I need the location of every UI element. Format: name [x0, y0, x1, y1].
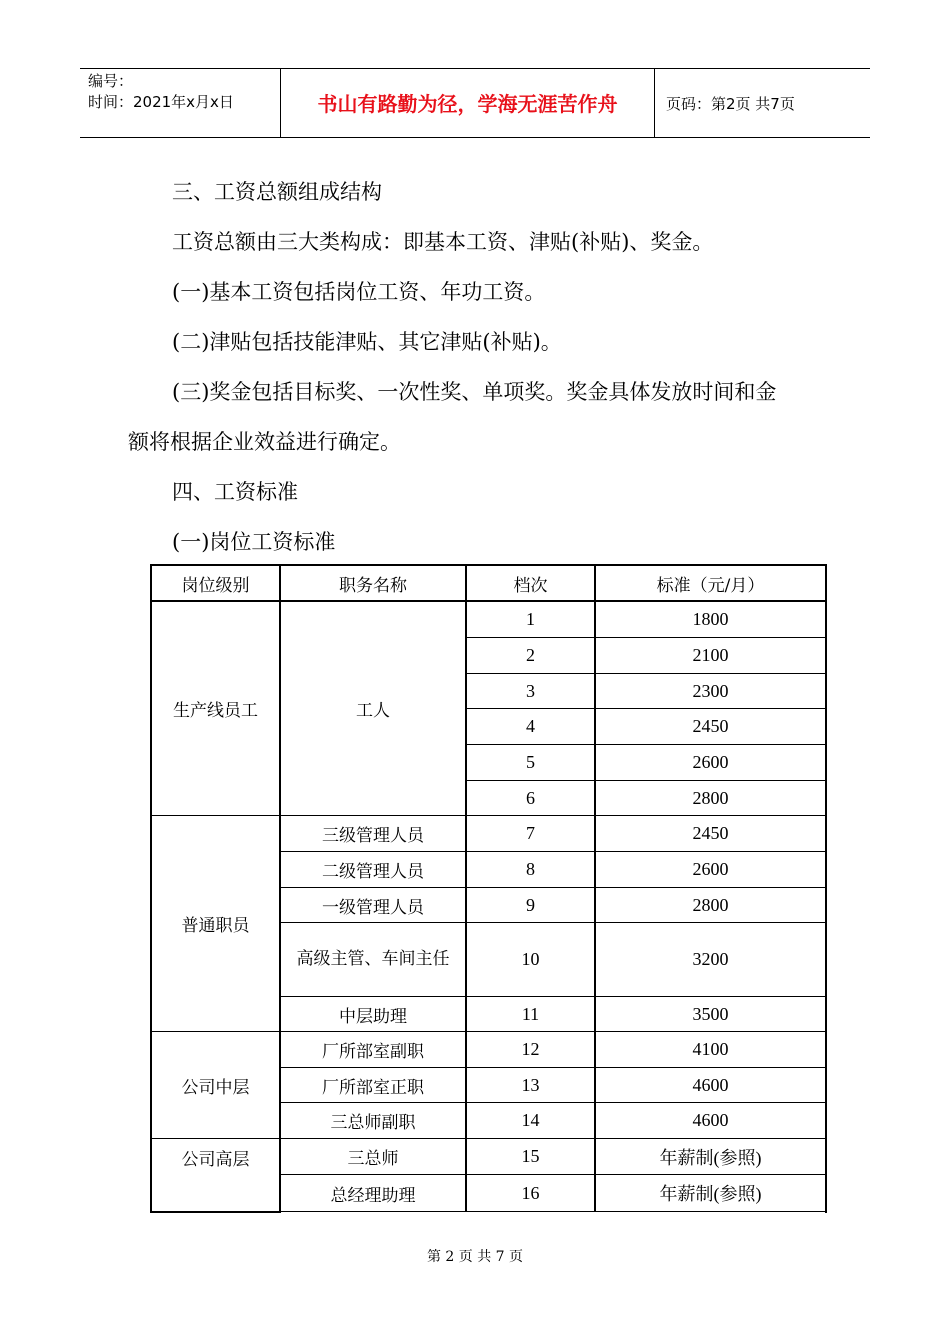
position-cell: 总经理助理 [330, 1185, 416, 1206]
position-cell: 中层助理 [339, 1006, 407, 1027]
grade-cell: 16 [521, 1182, 540, 1203]
section4-title: 四、工资标准 [172, 480, 298, 504]
standard-cell: 年薪制(参照) [659, 1147, 762, 1168]
header-date-label: 时间：2021年x月x日 [88, 93, 234, 111]
position-cell: 三总师 [347, 1149, 399, 1169]
standard-cell: 2450 [692, 823, 729, 843]
position-cell: 工人 [356, 701, 390, 721]
header-number-label: 编号： [88, 72, 134, 90]
grade-cell: 3 [526, 680, 535, 701]
grade-cell: 12 [521, 1039, 540, 1059]
header-motto: 书山有路勤为径，学海无涯苦作舟 [317, 92, 618, 116]
section3-title: 三、工资总额组成结构 [172, 180, 382, 204]
standard-cell: 2800 [692, 894, 729, 915]
grade-cell: 14 [521, 1110, 540, 1130]
standard-cell: 2100 [692, 645, 729, 665]
header-cell-grade: 档次 [513, 575, 548, 596]
grade-cell: 15 [521, 1146, 540, 1166]
position-cell: 厂所部室正职 [322, 1077, 424, 1098]
page-header [80, 68, 870, 138]
paragraph-4-line-2: 额将根据企业效益进行确定。 [128, 430, 401, 454]
paragraph-3: (二)津贴包括技能津贴、其它津贴(补贴)。 [172, 330, 562, 354]
standard-cell: 2300 [692, 680, 729, 701]
grade-cell: 6 [526, 787, 535, 808]
standard-cell: 4600 [692, 1074, 729, 1095]
standard-cell: 1800 [692, 609, 729, 629]
grade-cell: 9 [526, 894, 535, 915]
header-cell-standard: 标准（元/月） [656, 575, 765, 596]
subsection-title: (一)岗位工资标准 [172, 530, 336, 554]
standard-cell: 4100 [692, 1039, 729, 1059]
position-cell: 三总师副职 [330, 1113, 416, 1133]
table-border [825, 564, 827, 1213]
header-divider [654, 69, 655, 137]
grade-cell: 1 [526, 609, 535, 629]
position-cell: 三级管理人员 [322, 826, 424, 846]
standard-cell: 2800 [692, 787, 729, 808]
paragraph-1: 工资总额由三大类构成：即基本工资、津贴(补贴)、奖金。 [172, 230, 714, 254]
group-label-senior: 公司高层 [181, 1149, 250, 1170]
group-label-production: 生产线员工 [173, 701, 258, 721]
header-page-label: 页码：第2页 共7页 [666, 95, 795, 113]
table-border [280, 1211, 827, 1212]
position-cell: 二级管理人员 [322, 862, 424, 882]
standard-cell: 3500 [692, 1003, 729, 1024]
grade-cell: 4 [526, 716, 535, 736]
group-label-middle: 公司中层 [181, 1077, 250, 1098]
position-cell: 一级管理人员 [322, 897, 424, 918]
grade-cell: 8 [526, 859, 535, 879]
header-cell-level: 岗位级别 [181, 575, 250, 596]
header-meta [88, 71, 234, 113]
standard-cell: 2600 [692, 859, 729, 879]
standard-cell: 2450 [692, 716, 729, 736]
standard-cell: 年薪制(参照) [659, 1184, 762, 1204]
grade-cell: 5 [526, 752, 535, 772]
page-footer: 第 2 页 共 7 页 [426, 1249, 524, 1265]
grade-cell: 2 [526, 645, 535, 665]
grade-cell: 10 [521, 949, 540, 969]
standard-cell: 4600 [692, 1110, 729, 1130]
position-cell: 高级主管、车间主任 [296, 949, 450, 969]
group-label-staff: 普通职员 [181, 916, 250, 936]
grade-cell: 11 [521, 1003, 540, 1024]
position-cell: 厂所部室副职 [322, 1042, 424, 1062]
paragraph-2: (一)基本工资包括岗位工资、年功工资。 [172, 280, 546, 304]
standard-cell: 3200 [692, 949, 729, 969]
salary-table [150, 564, 827, 1214]
grade-cell: 13 [521, 1074, 540, 1095]
table-border [150, 1211, 280, 1213]
header-cell-position: 职务名称 [339, 575, 407, 596]
grade-cell: 7 [526, 823, 535, 843]
paragraph-4-line-1: (三)奖金包括目标奖、一次性奖、单项奖。奖金具体发放时间和金 [172, 380, 777, 404]
standard-cell: 2600 [692, 752, 729, 772]
